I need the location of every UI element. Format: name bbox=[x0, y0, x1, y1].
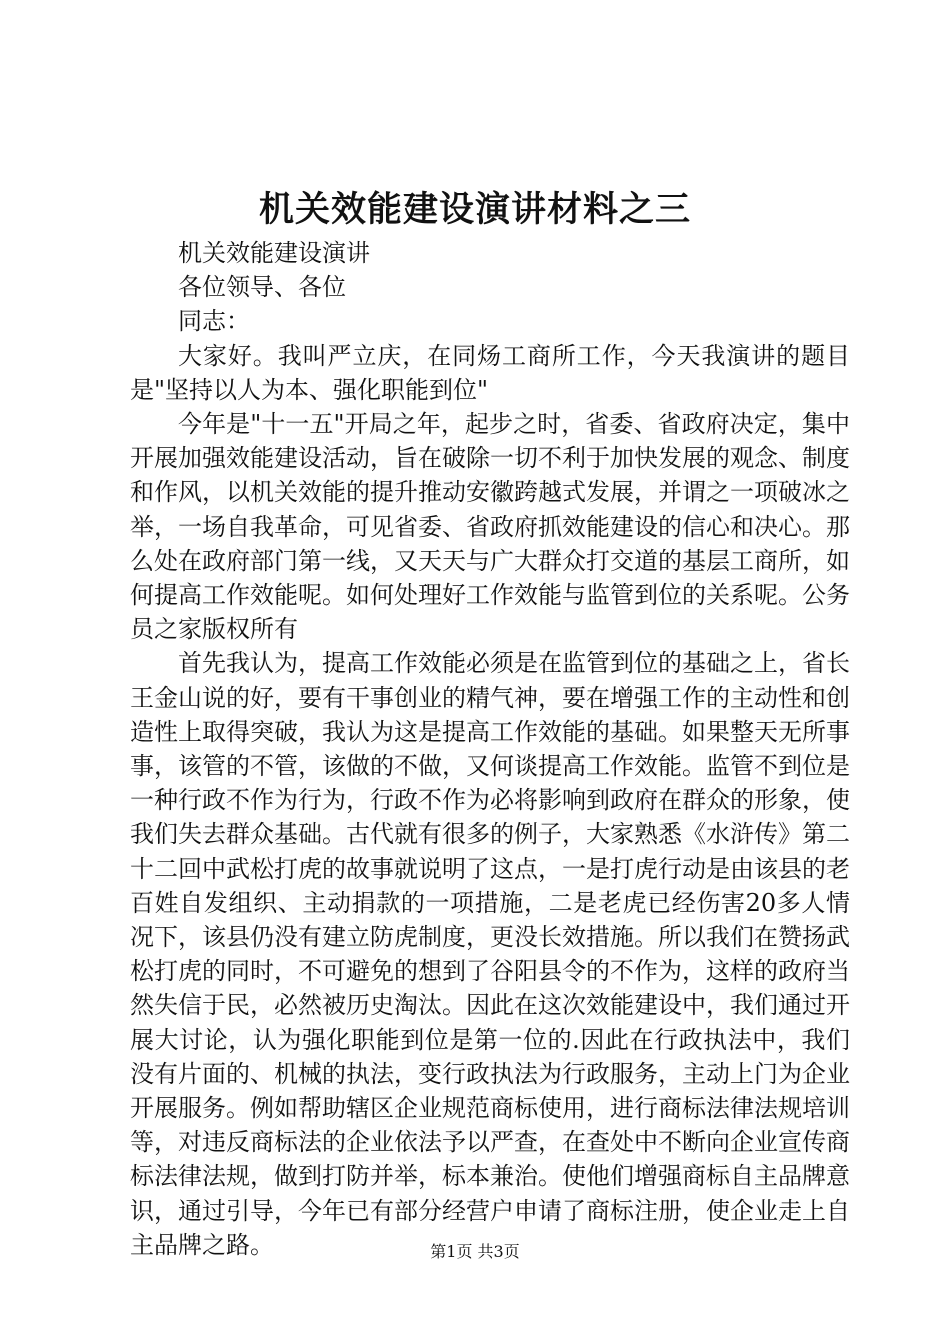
body-paragraph: 机关效能建设演讲 bbox=[178, 239, 370, 267]
body-paragraph: 首先我认为，提高工作效能必须是在监管到位的基础之上，省长王金山说的好，要有干事创业的精气神，要在增强工作的主动性和创造性上取得突破，我认为这是提高工作效能的基础。如果整天无所事事，该管的不管，该做的不做，又何谈提高工作效能。监管不到位是一种行政不作为行为，行政不作为必将影响到政府在群众的形象，使我们失去群众基础。古代就有很多的例子，大家熟悉《水浒传》第二十二回中武松打虎的故事就说明了这点，一是打虎行动是由该县的老百姓自发组织、主动捐款的一项措施，二是老虎已经伤害20多人情况下，该县仍没有建立防虎制度，更没长效措施。所以我们在赞扬武松打虎的同时，不可避免的想到了谷阳县令的不作为，这样的政府当然失信于民，必然被历史淘汰。因此在这次效能建设中，我们通过开展大讨论，认为强化职能到位是第一位的.因此在行政执法中，我们没有片面的、机械的执法，变行政执法为行政服务，主动上门为企业开展服务。例如帮助辖区企业规范商标使用，进行商标法律法规培训等，对违反商标法的企业依法予以严查，在查处中不断向企业宣传商标法律法规，做到打防并举，标本兼治。使他们增强商标自主品牌意识，通过引导，今年已有部分经营户申请了商标注册，使企业走上自主品牌之路。 bbox=[130, 649, 850, 1259]
body-paragraph: 大家好。我叫严立庆，在同炀工商所工作，今天我演讲的题目是"坚持以人为本、强化职能到位" bbox=[130, 341, 850, 404]
document-title: 机关效能建设演讲材料之三 bbox=[258, 189, 691, 230]
body-paragraph: 今年是"十一五"开局之年，起步之时，省委、省政府决定，集中开展加强效能建设活动，旨在破除一切不利于加快发展的观念、制度和作风，以机关效能的提升推动安徽跨越式发展，并谓之一项破冰之举，一场自我革命，可见省委、省政府抓效能建设的信心和决心。那么处在政府部门第一线，又天天与广大群众打交道的基层工商所，如何提高工作效能呢。如何处理好工作效能与监管到位的关系呢。公务员之家版权所有 bbox=[130, 410, 850, 644]
document-body bbox=[130, 236, 850, 1262]
body-paragraph: 同志： bbox=[178, 307, 250, 336]
body-paragraph: 各位领导、各位 bbox=[178, 273, 346, 302]
page-number-footer: 第1页 共3页 bbox=[430, 1242, 520, 1261]
